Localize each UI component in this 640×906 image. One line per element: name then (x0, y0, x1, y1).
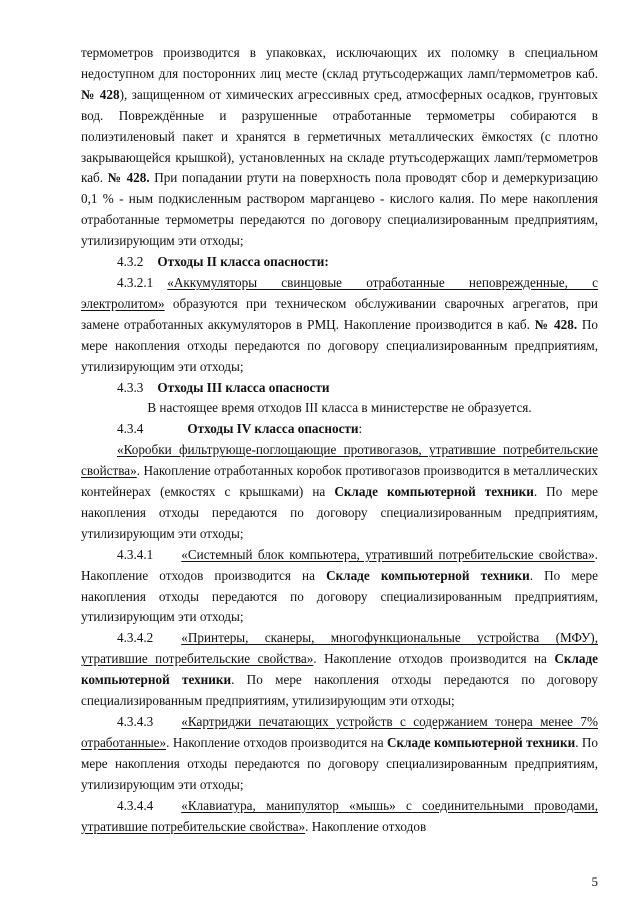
heading-4-3-3 (81, 378, 598, 399)
paragraph-4-3-4-4 (81, 796, 598, 838)
waste-name: «Системный блок компьютера, утративший потребительские свойства» (181, 546, 595, 562)
warehouse-name: Складе компьютерной техники (326, 567, 530, 583)
room-number: № 428. (534, 316, 578, 332)
paragraph-4-3-4-2 (81, 628, 598, 712)
section-title: Отходы IV класса опасности (187, 421, 359, 437)
section-title: Отходы II класса опасности: (157, 254, 329, 270)
section-number: 4.3.4 (117, 421, 144, 437)
paragraph-4-3-4 (81, 440, 598, 545)
waste-name: «Клавиатура, манипулятор «мышь» с соединительными проводами, утратившие потребительские свойства» (81, 797, 598, 834)
waste-name: «Коробки фильтрующе-поглощающие противогазов, утратившие потребительские свойства» (81, 442, 598, 479)
paragraph-4-3-2-1 (81, 273, 598, 378)
section-number: 4.3.2.1 (117, 274, 154, 290)
section-title: Отходы III класса опасности (157, 379, 330, 395)
section-number: 4.3.4.3 (117, 714, 154, 729)
section-number: 4.3.4.1 (117, 546, 154, 562)
page-number: 5 (591, 874, 598, 889)
text-run: В настоящее время отходов III класса в министерстве не образуется. (147, 400, 532, 416)
text-run: термометров производится в упаковках, исключающих их поломку в специальном недоступном для посторонних лиц месте (склад ртутьсодержащих ламп/термометров каб. (81, 45, 598, 81)
heading-4-3-2 (81, 252, 598, 273)
room-number: № 428 (81, 86, 120, 102)
waste-name: «Картриджи печатающих устройств с содержанием тонера менее 7% отработанные» (81, 714, 598, 750)
text-run: . Накопление отходов производится на (81, 546, 598, 583)
text-run: . Накопление отходов (305, 818, 427, 834)
document-body (81, 43, 598, 837)
section-number: 4.3.4.2 (117, 630, 154, 646)
section-number: 4.3.3 (117, 379, 144, 395)
text-run: образуются при техническом обслуживании сварочных агрегатов, при замене отработанных аккумуляторов в РМЦ. Накопление производится в каб. (81, 295, 598, 332)
paragraph-4-3-4-3 (81, 712, 598, 796)
paragraph-thermometers (81, 43, 598, 252)
text-run: ), защищенном от химических агрессивных сред, атмосферных осадков, грунтовых вод. Повреждённые и разрушенные отработанные термометры собираются в полиэтиленовый пакет и хранятся в герметичных металлических ёмкостях (с плотно закрывающейся крышкой), установленных на складе ртутьсодержащих ламп/термометров каб. (81, 86, 598, 186)
section-number: 4.3.2 (117, 254, 144, 270)
text-run: : (358, 421, 363, 437)
heading-4-3-4 (81, 419, 598, 440)
text-run: . По мере накопления отходы передаются по договору специализированным предприятиям, утилизирующим эти отходы; (81, 567, 598, 625)
paragraph-4-3-4-1 (81, 545, 598, 629)
text-run: При попадании ртути на поверхность пола проводят сбор и демеркуризацию 0,1 % - ным подкисленным раствором марганцево - кислого калия. По мере накопления отработанные термометры передаются по договору специализированным предприятиям, утилизирующим эти отходы; (81, 170, 598, 249)
warehouse-name: Складе компьютерной техники (387, 734, 576, 750)
text-run: . Накопление отходов производится на (313, 651, 555, 667)
text-run: По мере накопления отходы передаются по договору специализированным предприятиям, утилизирующим эти отходы; (81, 316, 598, 374)
waste-name: «Принтеры, сканеры, многофункциональные устройства (МФУ), утратившие потребительские свойства» (81, 630, 598, 667)
room-number: № 428. (107, 170, 150, 186)
paragraph-4-3-3 (81, 398, 598, 419)
section-number: 4.3.4.4 (117, 797, 154, 813)
warehouse-name: Складе компьютерной техники (81, 651, 598, 688)
text-run: . Накопление отработанных коробок противогазов производится в металлических контейнерах (емкостях с крышками) на (81, 463, 598, 500)
text-run: . По мере накопления отходы передаются по договору специализированным предприятиям, утилизирующим эти отходы; (81, 484, 598, 541)
text-run: . Накопление отходов производится на (166, 734, 387, 750)
text-run: . По мере накопления отходы передаются по договору специализированным предприятиям, утилизирующим эти отходы; (81, 734, 599, 792)
waste-name: «Аккумуляторы свинцовые отработанные неповрежденные, с электролитом» (81, 274, 598, 311)
text-run: . По мере накопления отходы передаются по договору специализированным предприятиям, утилизирующим эти отходы; (81, 672, 599, 709)
warehouse-name: Складе компьютерной техники (334, 484, 534, 500)
